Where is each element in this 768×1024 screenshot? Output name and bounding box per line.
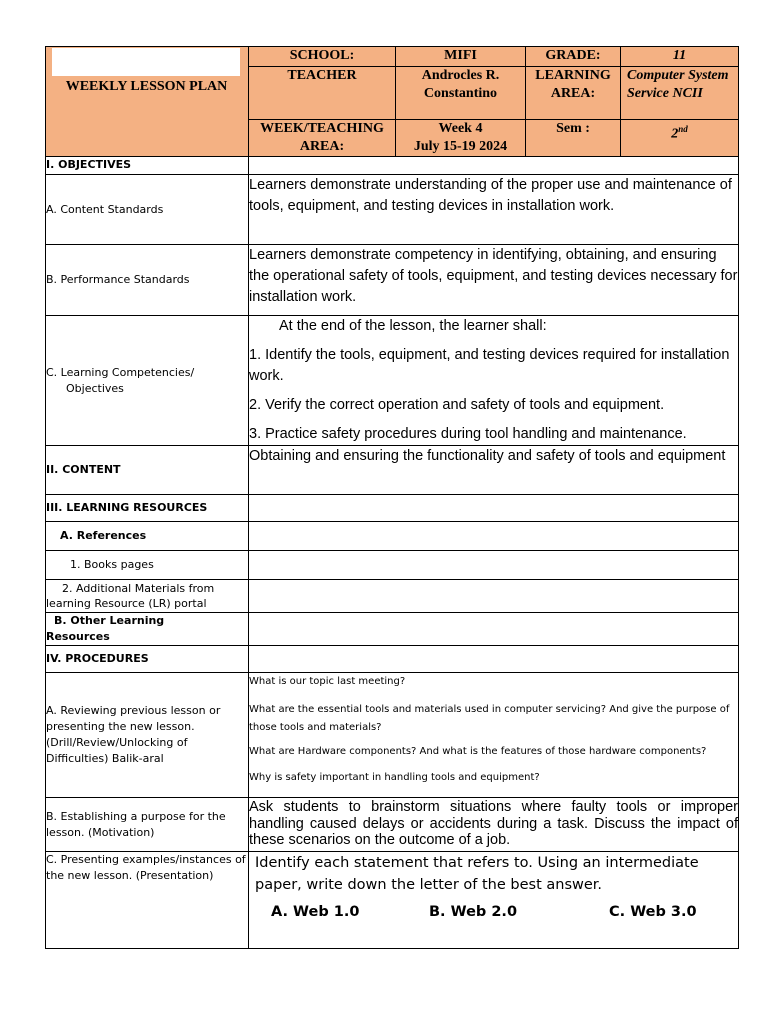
content-standards-text: Learners demonstrate understanding of the proper use and maintenance of tools, equipment, and testing devices in installation work.: [249, 175, 739, 245]
review-question-2: What are the essential tools and materials used in computer servicing? And give the purpose of those tools and materials?: [249, 704, 730, 733]
review-question-4: Why is safety important in handling tools and equipment?: [249, 772, 540, 783]
presenting-text: Identify each statement that refers to. Using an intermediate paper, write down the letter of the best answer.: [255, 855, 699, 893]
sem-suffix: nd: [678, 124, 688, 134]
presenting-label: C. Presenting examples/instances of the new lesson. (Presentation): [46, 852, 249, 949]
competencies-intro: At the end of the lesson, the learner shall:: [279, 318, 547, 334]
teacher-label: TEACHER: [249, 67, 396, 120]
week-label: WEEK/TEACHING AREA:: [249, 120, 396, 157]
additional-materials-label: [46, 580, 249, 613]
books-label: 1. Books pages: [46, 551, 249, 580]
other-label-line2: Resources: [46, 630, 110, 643]
additional-materials-empty: [249, 580, 739, 613]
references-empty: [249, 522, 739, 551]
page-title: WEEKLY LESSON PLAN: [65, 79, 228, 94]
title-highlight: [52, 48, 240, 76]
objectives-heading: I. OBJECTIVES: [46, 157, 249, 175]
purpose-text: Ask students to brainstorm situations where faulty tools or improper handling caused delays or accidents during a task. Discuss the impact of these scenarios on the outcome of a job.: [249, 798, 739, 852]
performance-standards-label: B. Performance Standards: [46, 245, 249, 316]
objectives-empty: [249, 157, 739, 175]
competencies-label: [46, 316, 249, 446]
teacher-value: Androcles R. Constantino: [396, 67, 526, 120]
other-resources-label: [46, 613, 249, 646]
competencies-label-line1: C. Learning Competencies/: [46, 365, 195, 379]
sem-label: Sem :: [526, 120, 621, 157]
competency-2: 2. Verify the correct operation and safety of tools and equipment.: [249, 397, 665, 413]
books-empty: [249, 551, 739, 580]
answer-choices: [249, 904, 738, 920]
learning-area-value: Computer System Service NCII: [621, 67, 739, 120]
week-dates: July 15-19 2024: [413, 139, 508, 154]
choice-a: A. Web 1.0: [271, 904, 360, 920]
choice-c: C. Web 3.0: [609, 904, 697, 920]
school-value: MIFI: [396, 47, 526, 67]
grade-value: 11: [621, 47, 739, 67]
week-number: Week 4: [438, 121, 483, 136]
resources-empty: [249, 495, 739, 522]
competency-3: 3. Practice safety procedures during tool handling and maintenance.: [249, 426, 687, 442]
sem-number: 2: [671, 126, 679, 142]
competencies-label-line2: Objectives: [66, 381, 124, 395]
choice-b: B. Web 2.0: [429, 904, 518, 920]
references-heading: A. References: [46, 522, 249, 551]
purpose-label: B. Establishing a purpose for the lesson. (Motivation): [46, 798, 249, 852]
review-question-3: What are Hardware components? And what is the features of those hardware components?: [249, 746, 707, 757]
other-resources-empty: [249, 613, 739, 646]
competencies-text: [249, 316, 739, 446]
content-text: Obtaining and ensuring the functionality and safety of tools and equipment: [249, 446, 739, 495]
other-label-line1: B. Other Learning: [54, 614, 165, 627]
content-standards-label: A. Content Standards: [46, 175, 249, 245]
review-question-1: What is our topic last meeting?: [249, 676, 406, 687]
procedures-heading: IV. PROCEDURES: [46, 646, 249, 673]
week-value: [396, 120, 526, 157]
learning-area-label: LEARNING AREA:: [526, 67, 621, 120]
review-questions: [249, 673, 739, 798]
performance-standards-text: Learners demonstrate competency in identifying, obtaining, and ensuring the operational safety of tools, equipment, and testing devices necessary for installation work.: [249, 245, 739, 316]
presenting-cell: [249, 852, 739, 949]
additional-label-line2: learning Resource (LR) portal: [46, 597, 207, 610]
review-label: A. Reviewing previous lesson or presenting the new lesson. (Drill/Review/Unlocking of Difficulties) Balik-aral: [46, 673, 249, 798]
content-heading: II. CONTENT: [46, 446, 249, 495]
grade-label: GRADE:: [526, 47, 621, 67]
additional-label-line1: 2. Additional Materials from: [62, 582, 215, 595]
resources-heading: III. LEARNING RESOURCES: [46, 495, 249, 522]
school-label: SCHOOL:: [249, 47, 396, 67]
lesson-plan-table: [45, 46, 739, 949]
procedures-empty: [249, 646, 739, 673]
sem-value: [621, 120, 739, 157]
competency-1: 1. Identify the tools, equipment, and testing devices required for installation work.: [249, 347, 730, 384]
